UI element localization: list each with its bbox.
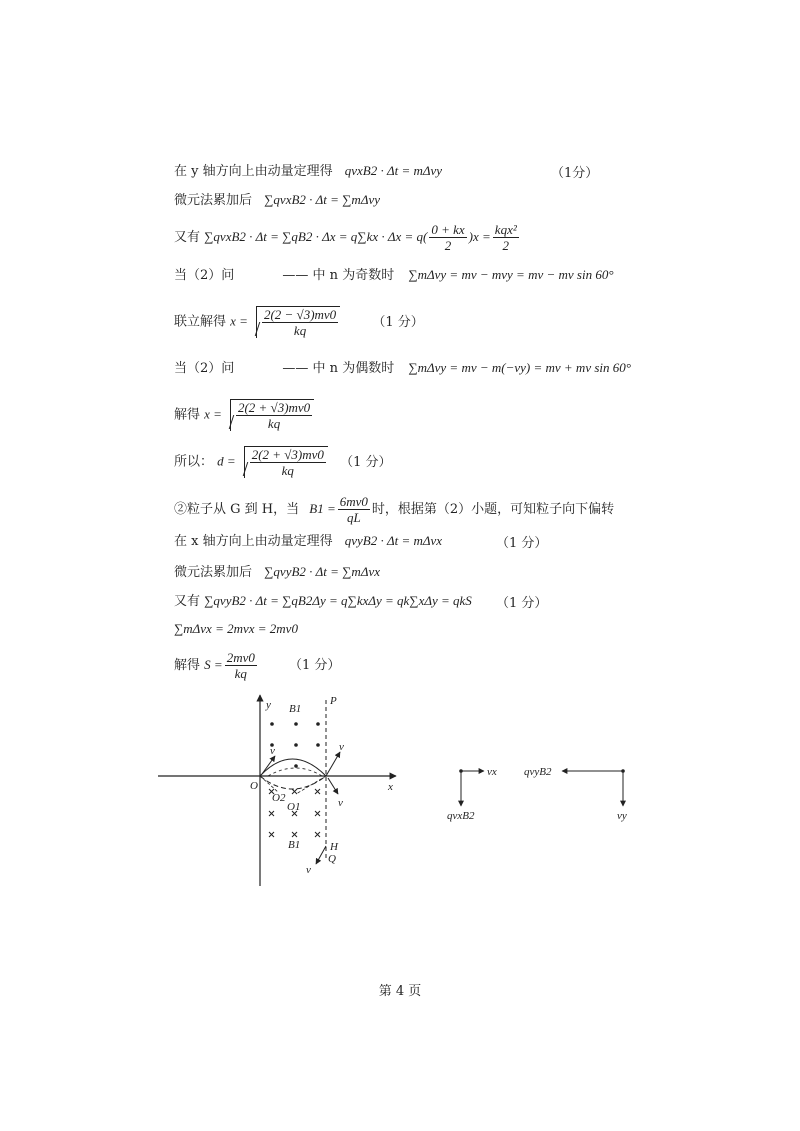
l5-score: （1 分） <box>372 314 424 330</box>
l12-text: 又有 <box>174 594 201 609</box>
velocity-label-4: v <box>306 864 311 876</box>
origin-label: O <box>250 780 258 792</box>
page-number: 第 4 页 <box>378 984 422 999</box>
line-12 <box>174 592 472 611</box>
l12-score: （1 分） <box>496 596 548 611</box>
l3-frac-den: 2 <box>444 238 452 253</box>
line-5 <box>174 306 424 338</box>
force2-vy-label: vy <box>617 810 627 822</box>
b1-bottom-label: B1 <box>288 839 301 851</box>
l6-text: 当（2）问 <box>174 361 235 376</box>
force1-vx-label: vx <box>487 766 497 778</box>
radius-line-2 <box>296 776 326 794</box>
l7-num: 2(2 + √3)mv0 <box>237 400 311 415</box>
l8-sqrt <box>244 446 328 478</box>
line-6 <box>174 359 631 378</box>
l7-text: 解得 <box>174 407 201 423</box>
l8-den: kq <box>281 463 294 478</box>
l9-text-2: 时，根据第（2）小题，可知粒子向下偏转 <box>371 502 615 517</box>
l11-text: 微元法累加后 <box>174 565 253 580</box>
line-9 <box>174 494 614 525</box>
line-10 <box>174 532 442 551</box>
l3-frac2-num: kqx² <box>494 222 517 237</box>
velocity-arrow-boundary-up <box>326 752 340 776</box>
l11-equation: ∑qvyB2 · Δt = ∑mΔvx <box>264 564 380 579</box>
l6-text-2: —— 中 n 为偶数时 <box>282 361 395 376</box>
l3-equation-mid: )x = <box>468 229 491 244</box>
physics-figure <box>0 690 800 890</box>
velocity-label-1: v <box>270 745 275 757</box>
l8-score: （1 分） <box>340 454 392 470</box>
l8-num: 2(2 + √3)mv0 <box>251 447 324 462</box>
h-label: H <box>330 841 338 853</box>
l5-sqrt <box>256 306 340 338</box>
trajectory-arc-mid <box>268 768 322 776</box>
y-axis-label: y <box>266 699 271 711</box>
force1-f-label: qvxB2 <box>447 810 475 822</box>
force2-f-label: qvyB2 <box>524 766 552 778</box>
l3-fraction <box>429 222 466 253</box>
l13-equation: ∑mΔvx = 2mvx = 2mv0 <box>174 621 298 636</box>
x-axis-label: x <box>388 781 393 793</box>
p-label: P <box>330 695 337 707</box>
l1-text: 在 y 轴方向上由动量定理得 <box>174 164 333 179</box>
l14-text: 解得 <box>174 658 201 673</box>
l8-lhs: d = <box>217 453 236 469</box>
l14-num: 2mv0 <box>226 650 255 665</box>
l9-num: 6mv0 <box>339 494 368 509</box>
l9-fraction <box>338 494 370 525</box>
l1-equation: qvxB2 · Δt = mΔvy <box>344 163 443 178</box>
field-dots <box>270 722 320 768</box>
l14-fraction <box>225 650 257 681</box>
l8-text: 所以： <box>174 454 214 470</box>
l3-fraction-2 <box>493 222 519 253</box>
l10-equation: qvyB2 · Δt = mΔvx <box>344 533 443 548</box>
l14-score: （1 分） <box>289 658 341 673</box>
velocity-arrow-boundary-down <box>328 778 338 794</box>
velocity-label-2: v <box>339 741 344 753</box>
line-1 <box>174 162 442 181</box>
line-14 <box>174 650 340 681</box>
l10-text: 在 x 轴方向上由动量定理得 <box>174 534 333 549</box>
l9-text: ②粒子从 G 到 H，当 <box>174 502 300 517</box>
l5-num: 2(2 − √3)mv0 <box>263 307 337 322</box>
l6-equation: ∑mΔvy = mv − m(−vy) = mv + mv sin 60° <box>408 360 631 375</box>
l4-text: 当（2）问 <box>174 268 235 283</box>
l7-sqrt <box>230 399 314 431</box>
l7-den: kq <box>267 416 281 431</box>
l12-equation: ∑qvyB2 · Δt = ∑qB2Δy = q∑kxΔy = qk∑xΔy = qkS <box>204 593 472 608</box>
line-3 <box>174 222 521 253</box>
l2-text: 微元法累加后 <box>174 193 253 208</box>
l14-den: kq <box>234 666 247 681</box>
l3-equation-left: ∑qvxB2 · Δt = ∑qB2 · Δx = q∑kx · Δx = q( <box>204 229 428 244</box>
l4-equation: ∑mΔvy = mv − mvy = mv − mv sin 60° <box>408 267 614 282</box>
l10-score: （1 分） <box>496 536 548 551</box>
l1-score: （1分） <box>551 166 599 181</box>
o1-label: O1 <box>287 801 301 813</box>
b1-top-label: B1 <box>289 703 302 715</box>
l9-den: qL <box>346 510 361 525</box>
l5-den: kq <box>293 323 307 338</box>
l3-text: 又有 <box>174 230 201 245</box>
velocity-arrow-q <box>316 846 326 864</box>
l7-lhs: x = <box>204 406 222 422</box>
line-2 <box>174 191 380 210</box>
trajectory-arc-lower <box>260 776 326 789</box>
line-8 <box>174 446 391 478</box>
l5-text: 联立解得 <box>174 314 227 330</box>
line-7 <box>174 399 314 431</box>
l4-text-2: —— 中 n 为奇数时 <box>282 268 395 283</box>
l2-equation: ∑qvxB2 · Δt = ∑mΔvy <box>264 192 380 207</box>
l14-lhs: S = <box>204 657 223 672</box>
l5-lhs: x = <box>230 313 248 329</box>
line-11 <box>174 563 380 582</box>
trajectory-arc-upper <box>260 759 326 776</box>
o2-label: O2 <box>272 792 286 804</box>
velocity-label-3: v <box>338 797 343 809</box>
line-4 <box>174 266 614 285</box>
l3-frac2-den: 2 <box>502 238 510 253</box>
q-label: Q <box>328 853 336 865</box>
line-13 <box>174 620 298 639</box>
l9-lhs: B1 = <box>309 501 336 516</box>
l3-frac-num: 0 + kx <box>431 222 465 237</box>
